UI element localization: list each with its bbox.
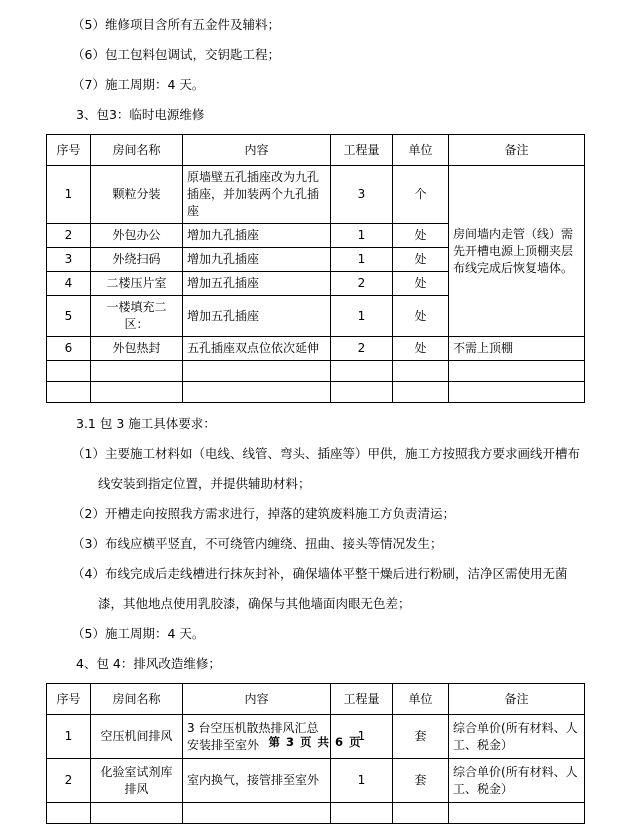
cell-no: 4 [47,272,91,296]
table-header-row [47,135,585,166]
cell-no: 2 [47,759,91,803]
requirement-item: （1）主要施工材料如（电线、线管、弯头、插座等）甲供，施工方按照我方要求画线开槽布线安装到指定位置，并提供辅助材料； [72,446,580,491]
column-header: 工程量 [331,135,393,166]
cell-room: 化验室试剂库排风 [91,759,183,803]
cell-content [183,361,331,382]
column-header: 序号 [47,135,91,166]
cell-content: 3 台空压机散热排风汇总安装排至室外 [183,715,331,759]
column-header: 备注 [449,135,585,166]
cell-remark: 综合单价(所有材料、人工、税金） [449,715,585,759]
table-package4 [46,683,585,824]
cell-no: 2 [47,224,91,248]
cell-unit: 处 [393,296,449,337]
cell-content: 增加五孔插座 [183,272,331,296]
cell-qty: 1 [331,296,393,337]
cell-unit [393,382,449,403]
column-header: 备注 [449,684,585,715]
cell-room: 二楼压片室 [91,272,183,296]
cell-content: 增加九孔插座 [183,248,331,272]
column-header: 单位 [393,135,449,166]
cell-qty: 1 [331,715,393,759]
paragraph-item: （5）维修项目含所有五金件及辅料； [72,17,280,32]
requirement-item: （2）开槽走向按照我方需求进行，掉落的建筑废料施工方负责清运； [72,506,455,521]
cell-no: 5 [47,296,91,337]
cell-content [183,803,331,824]
cell-unit: 处 [393,337,449,361]
cell-unit: 个 [393,166,449,224]
table-row [47,166,585,224]
cell-room: 空压机间排风 [91,715,183,759]
cell-qty: 1 [331,224,393,248]
cell-qty: 1 [331,759,393,803]
cell-room [91,803,183,824]
cell-content [183,382,331,403]
requirement-item: （4）布线完成后走线槽进行抹灰封补，确保墙体平整干燥后进行粉刷，洁净区需使用无菌漆，其他地点使用乳胶漆，确保与其他墙面肉眼无色差； [72,566,568,611]
table-header-row [47,684,585,715]
cell-room: 外绕扫码 [91,248,183,272]
cell-content: 原墙壁五孔插座改为九孔插座，并加装两个九孔插座 [183,166,331,224]
cell-unit: 套 [393,759,449,803]
cell-no [47,382,91,403]
table-row [47,361,585,382]
cell-qty [331,361,393,382]
cell-qty [331,382,393,403]
cell-unit [393,803,449,824]
cell-content: 室内换气，接管排至室外 [183,759,331,803]
section-heading-4: 4、包 4：排风改造维修； [76,656,221,671]
cell-content: 五孔插座双点位依次延伸 [183,337,331,361]
cell-room: 外包办公 [91,224,183,248]
table-row [47,337,585,361]
cell-remark [449,382,585,403]
cell-unit: 处 [393,224,449,248]
cell-qty: 2 [331,272,393,296]
cell-room [91,382,183,403]
cell-remark: 不需上顶棚 [449,337,585,361]
cell-remark [449,361,585,382]
cell-unit [393,361,449,382]
cell-no: 1 [47,715,91,759]
column-header: 房间名称 [91,684,183,715]
section-heading-3-1: 3.1 包 3 施工具体要求： [76,416,216,431]
column-header: 序号 [47,684,91,715]
column-header: 内容 [183,684,331,715]
paragraph-item: （6）包工包料包调试，交钥匙工程； [72,47,280,62]
table-row [47,803,585,824]
cell-remark: 房间墙内走管（线）需先开槽电源上顶棚夹层布线完成后恢复墙体。 [449,166,585,337]
requirement-item: （5）施工周期：4 天。 [72,626,205,641]
cell-unit: 处 [393,272,449,296]
cell-qty: 3 [331,166,393,224]
cell-content: 增加九孔插座 [183,224,331,248]
cell-unit: 套 [393,715,449,759]
page-footer: 第 3 页 共 6 页 [268,735,362,749]
cell-remark: 综合单价(所有材料、人工、税金） [449,759,585,803]
cell-no: 1 [47,166,91,224]
cell-room: 颗粒分装 [91,166,183,224]
cell-no: 3 [47,248,91,272]
column-header: 内容 [183,135,331,166]
column-header: 房间名称 [91,135,183,166]
table-package3 [46,134,585,403]
cell-qty [331,803,393,824]
cell-no: 6 [47,337,91,361]
table-row [47,382,585,403]
cell-qty: 1 [331,248,393,272]
cell-no [47,361,91,382]
cell-unit: 处 [393,248,449,272]
table-row [47,759,585,803]
column-header: 工程量 [331,684,393,715]
paragraph-item: （7）施工周期：4 天。 [72,77,205,92]
cell-qty: 2 [331,337,393,361]
cell-room [91,361,183,382]
cell-content: 增加五孔插座 [183,296,331,337]
cell-room: 一楼填充二区： [91,296,183,337]
cell-remark [449,803,585,824]
cell-no [47,803,91,824]
cell-room: 外包热封 [91,337,183,361]
column-header: 单位 [393,684,449,715]
section-heading-3: 3、包3：临时电源维修 [76,107,205,122]
requirement-item: （3）布线应横平竖直，不可绕管内缠绕、扭曲、接头等情况发生； [72,536,443,551]
